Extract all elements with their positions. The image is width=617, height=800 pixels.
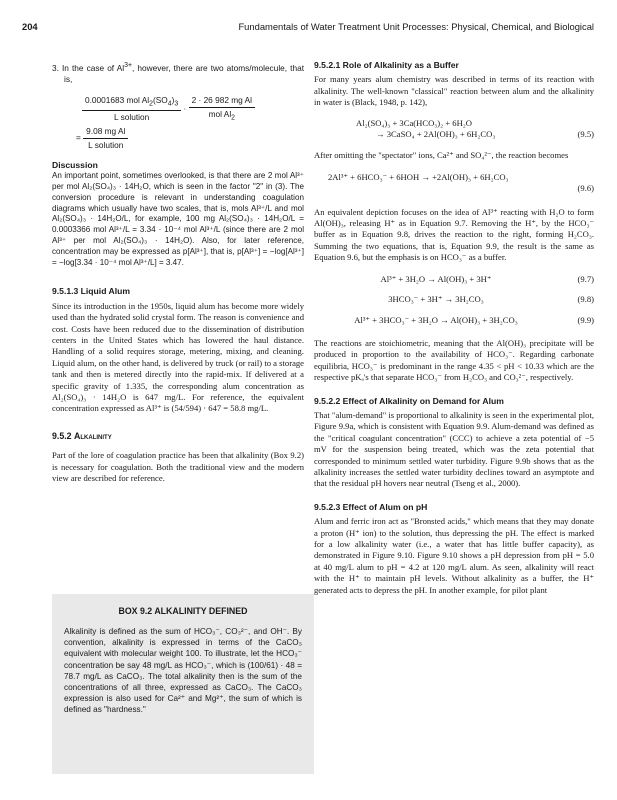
section-9-5-1-3-heading: 9.5.1.3 Liquid Alum	[52, 286, 130, 297]
equation-result: = $\frac{\text{9.08 mg Al}}{\text{L solution}}$	[76, 126, 304, 151]
running-header	[22, 21, 594, 32]
box-9-2	[52, 594, 314, 774]
section-9-5-2-3-text: Alum and ferric iron act as "Bronsted acids," which means that they may donate a proton (H⁺ ion) to the solution, thus depressing the pH. The effect is marked for a low alkalinity water (i.e., a water that has little buffer capacity), as demonstrated in Figure 9.10. Figure 9.10 shows a pH depression from pH = 5.0 at 40 mg/L alum to pH = 4.2 at 120 mg/L alum. As seen, alkalinity will react with the H⁺ to maintain pH levels. Without alkalinity as a buffer, the H⁺ generated acts to depress the pH. In another example, for pilot plant	[314, 516, 594, 595]
section-9-5-2-3-heading: 9.5.2.3 Effect of Alum on pH	[314, 501, 428, 512]
equation-9-7: Al³⁺ + 3H₂O → Al(OH)₃ + 3H⁺ (9.7)	[380, 273, 594, 284]
equation-9-6: 2Al³⁺ + 6HCO₃⁻ + 6HOH → +2Al(OH)₃ + 6H₂CO₃ (9.6)	[328, 171, 594, 194]
section-9-5-2-1-text: For many years alum chemistry was described in terms of its reaction with alkalinity. The well-known "classical" reaction between alum and the alkalinity in water is (Black, 1948, p. 142),	[314, 74, 594, 108]
discussion-text: An important point, sometimes overlooked, is that there are 2 mol Al³⁺ per mol Al₂(SO₄)₃ · 14H₂O, which is seen in the factor "2" in (3). The conversion procedure is relevant in understanding coagulation diagrams which usually have two scales, that is, mols Al³⁺/L and mol Al₂(SO₄)₃ · 14H₂O/L, for example, 100 mg Al₂(SO₄)₃ · 14H₂O/L = 0.0003366 mol Al³⁺/L = 3.34 · 10⁻⁴ mol Al³⁺/L (since there are 2 mol Al³⁺ per mol Al₂(SO₄)₃ · 14H₂O). Also, for later reference, concentration may be expressed as p[Al³⁺], that is, p[Al³⁺] = −log[Al³⁺] = −log[3.34 · 10⁻⁴ mol Al³⁺/L] = 3.47.	[52, 171, 304, 267]
box-title: BOX 9.2 ALKALINITY DEFINED	[118, 606, 248, 616]
item-3: 3. In the case of $Al^{3+}$, however, there are two atoms/molecule, that is,	[52, 62, 304, 84]
section-9-5-2-text: Part of the lore of coagulation practice has been that alkalinity (Box 9.2) is necessary for coagulation. Both the traditional view and the modern view are described for reference.	[52, 450, 304, 484]
equivalent-depiction-text: An equivalent depiction focuses on the idea of Al³⁺ reacting with H₂O to form Al(OH)₃, releasing H⁺ as in Equation 9.7. Removing the H⁺, by the HCO₃⁻ buffer as in Equation 9.8, drives the reaction to the right, forming H₂CO₃. Summing the two equations, that is, Equation 9.9, the result is the same as Equation 9.6, but the emphasis is on HCO₃⁻ as a buffer.	[314, 206, 594, 263]
equation-9-5: Al₂(SO₄)₃ + 3Ca(HCO₃)₂ + 6H₂O → 3CaSO₄ + 2Al(OH)₃ + 6H₂CO₃ (9.5)	[356, 117, 594, 140]
page-number: 204	[22, 21, 38, 32]
equations-9-7-to-9-9	[314, 274, 594, 326]
section-9-5-2-2-text: That "alum-demand" is proportional to alkalinity is seen in the experimental plot, Figure 9.9a, which is consistent with Equation 9.9. Alum-demand was defined as the "critical coagulant concentration" (CCC) to achieve a zeta potential of −5 mV for the suspension being treated, which was the zeta potential that corresponded to minimum settled water turbidity. Figure 9.9b shows that as the alkalinity increases the settled water turbidity declines toward an asymptote and that the residual pH hovers near neutral (Tseng et al., 2000).	[314, 409, 594, 489]
section-9-5-1-3-text: Since its introduction in the 1950s, liquid alum has become more widely used than the hydrated solid crystal form. The reason is convenience and cost. Costs have been reduced due to the dissemination of distribution centers in the United States which has lowered the haul distance. Handling of a solid requires storage, metering, mixing, and cleaning. Liquid alum, on the other hand, is delivered by truck (or rail) to a storage tank and then is metered directly into the rapid-mix. If delivered at a specific gravity of 1.335, the corresponding alum concentration as Al₂(SO₄)₃ · 14H₂O is 647 mg/L. For reference, the equivalent concentration expressed as Al³⁺ is (54/594) · 647 = 58.8 mg/L.	[52, 300, 304, 414]
left-column	[52, 60, 304, 484]
after-9-5-text: After omitting the "spectator" ions, Ca²⁺ and SO₄²⁻, the reaction becomes	[314, 150, 569, 161]
discussion-heading: Discussion	[52, 160, 98, 171]
stoichiometric-text: The reactions are stoichiometric, meaning that the Al(OH)₃ precipitate will be produced in proportion to the availability of HCO₃⁻. Regarding carbonate equilibria, HCO₃⁻ is predominant in the range 4.35 < pH < 10.33 which are the respective pKₐ's that separate HCO₃⁻ from H₂CO₃ and CO₃²⁻, respectively.	[314, 337, 594, 383]
equation-9-8: 3HCO₃⁻ + 3H⁺ → 3H₂CO₃ (9.8)	[388, 294, 594, 305]
equation-9-9: Al³⁺ + 3HCO₃⁻ + 3H₂O → Al(OH)₃ + 3H₂CO₃ (9.9)	[354, 314, 594, 325]
box-text: Alkalinity is defined as the sum of HCO₃⁻, CO₃²⁻, and OH⁻. By convention, alkalinity is expressed in terms of the CaCO₃ equivalent with molecular weight 100. To illustrate, let the HCO₃⁻ concentration be say 48 mg/L as HCO₃⁻, which is (100/61) · 48 = 78.7 mg/L as CaCO₃. The total alkalinity then is the sum of the concentrations of all three, expressed as CaCO₃. The CaCO₃ expression is also used for Ca²⁺ and Mg²⁺, the sum of which is defined as "hardness."	[64, 627, 302, 715]
right-column	[314, 60, 594, 596]
section-9-5-2-2-heading: 9.5.2.2 Effect of Alkalinity on Demand for Alum	[314, 395, 504, 406]
discussion-block	[52, 160, 304, 268]
running-title: Fundamentals of Water Treatment Unit Processes: Physical, Chemical, and Biological	[238, 21, 594, 32]
equation-mass-conversion: $\frac{0.0001683 mol Al_2(SO_4)_3}{\text{L solution}}$ · $\frac{\text{2 · 26 982 mg Al}}{mol Al_2}$	[82, 95, 304, 124]
section-9-5-2-1-heading: 9.5.2.1 Role of Alkalinity as a Buffer	[314, 60, 459, 70]
section-9-5-2-heading: 9.5.2 Alkalinity	[52, 430, 112, 441]
